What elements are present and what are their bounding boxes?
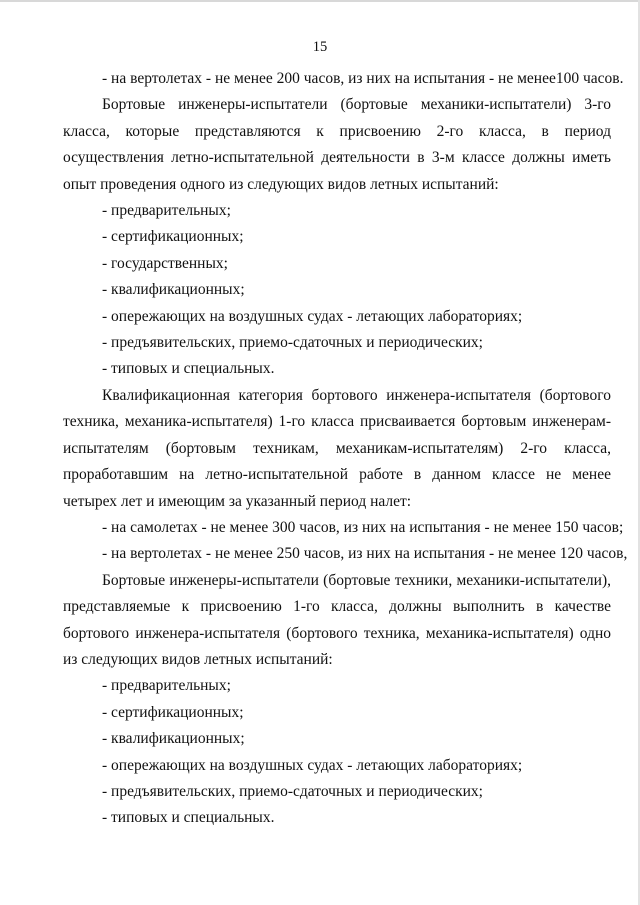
list-item: - предварительных;: [102, 677, 231, 695]
list-item: - сертификационных;: [102, 703, 244, 721]
list-item: - на вертолетах - не менее 200 часов, из них на испытания - не менее100 часов.: [102, 70, 624, 87]
paragraph: Квалификационная категория бортового инженера-испытателя (бортового техника, механика-испытателя) 1-го класса присваивается бортовым инженерам-испытателям (бортовым техникам, механикам-испытателям) 2-го класса, проработавшим на летно-испытательной работе в данном классе не менее четырех лет и имеющим за указанный период налет:: [63, 386, 611, 510]
list-item: - опережающих на воздушных судах - летающих лабораториях;: [102, 756, 523, 774]
list-item: - квалификационных;: [102, 281, 245, 299]
list-item: - типовых и специальных.: [102, 360, 275, 378]
document-body: [63, 66, 628, 832]
list-item: - типовых и специальных.: [102, 809, 275, 827]
list-item: - государственных;: [102, 254, 228, 272]
list-item: - сертификационных;: [102, 228, 244, 246]
paragraph: Бортовые инженеры-испытатели (бортовые механики-испытатели) 3-го класса, которые представляются к присвоению 2-го класса, в период осуществления летно-испытательной деятельности в 3-м классе должны иметь опыт проведения одного из следующих видов летных испытаний:: [63, 96, 611, 193]
list-item: - квалификационных;: [102, 730, 245, 748]
scan-edge-top: [0, 0, 640, 2]
list-item: - предъявительских, приемо-сдаточных и периодических;: [102, 334, 483, 352]
page-number: 15: [312, 39, 328, 55]
paragraph: Бортовые инженеры-испытатели (бортовые техники, механики-испытатели), представляемые к присвоению 1-го класса, должны выполнить в качестве бортового инженера-испытателя (бортового техника, механика-испытателя) одно из следующих видов летных испытаний:: [63, 571, 611, 668]
list-item: - на самолетах - не менее 300 часов, из них на испытания - не менее 150 часов;: [102, 518, 624, 536]
list-item: - на вертолетах - не менее 250 часов, из них на испытания - не менее 120 часов,: [102, 545, 628, 563]
list-item: - предъявительских, приемо-сдаточных и периодических;: [102, 782, 483, 800]
list-item: - предварительных;: [102, 202, 231, 220]
list-item: - опережающих на воздушных судах - летающих лабораториях;: [102, 307, 523, 325]
